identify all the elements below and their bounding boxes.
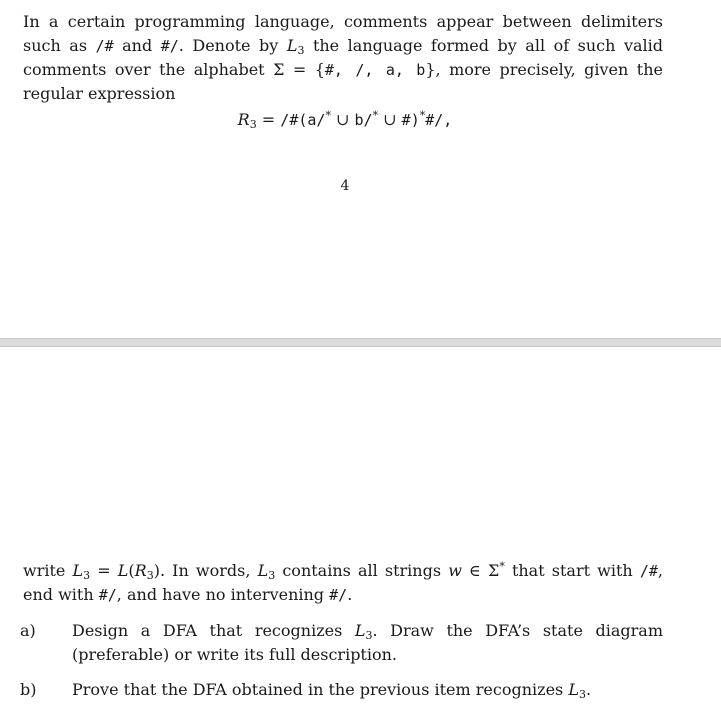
page-number: 4 (340, 178, 350, 194)
language-symbol: L (354, 621, 366, 640)
string-variable: w (448, 561, 462, 580)
list-item (20, 678, 663, 702)
regex-subscript: 3 (146, 569, 154, 582)
delimiter-close: #/ (160, 37, 179, 55)
item-marker: b) (20, 680, 37, 699)
delimiter-open: /# (639, 562, 658, 580)
regex-part: /#(a/ (280, 111, 326, 129)
equals-sign: = (256, 110, 281, 129)
language-symbol: L (286, 36, 298, 55)
regex-part: b/ (354, 111, 373, 129)
kleene-star: * (325, 109, 331, 122)
language-symbol: L (568, 680, 579, 699)
continuation-text: . (347, 585, 353, 604)
language-subscript: 3 (268, 569, 276, 582)
intro-text: = { (284, 60, 325, 79)
language-function: L (117, 561, 129, 580)
regex-symbol: R (134, 561, 147, 580)
regular-expression (0, 108, 690, 132)
continuation-text: = (90, 561, 118, 580)
language-subscript: 3 (365, 629, 373, 642)
page-top (0, 0, 721, 338)
kleene-star: * (499, 560, 505, 573)
kleene-star: * (372, 109, 379, 122)
regex-symbol: R (237, 110, 250, 129)
continuation-text: , and have no intervening (116, 585, 330, 604)
continuation-text: write (23, 561, 73, 580)
alphabet-set: #, /, a, b (324, 61, 426, 79)
item-text: . (585, 680, 592, 699)
item-text: Prove that the DFA obtained in the previous item recognizes (72, 680, 569, 699)
regex-part: #/, (425, 111, 453, 129)
continuation-text: ( (128, 561, 135, 580)
regex-subscript: 3 (249, 118, 257, 131)
language-subscript: 3 (83, 569, 91, 582)
intro-text: and (113, 36, 161, 55)
union-symbol: ∪ (378, 110, 402, 129)
item-marker: a) (20, 621, 36, 640)
delimiter-close: #/ (98, 586, 117, 604)
language-symbol: L (72, 561, 84, 580)
language-subscript: 3 (297, 44, 305, 57)
continuation-text: contains all strings (275, 561, 449, 580)
intro-text: }, more precisely, given the regular expression (23, 60, 663, 103)
intro-text: the language formed by all of such valid comments over the alphabet (23, 36, 663, 79)
language-symbol: L (257, 561, 269, 580)
delimiter-close: #/ (329, 586, 348, 604)
list-item (20, 619, 664, 667)
item-text: Design a DFA that recognizes (72, 621, 355, 640)
intro-text: . Denote by (178, 36, 287, 55)
intro-text: In a certain programming language, comments appear between delimiters such as (23, 12, 663, 55)
continuation-text: , end with (23, 561, 664, 604)
kleene-star: * (419, 109, 426, 122)
union-symbol: ∪ (330, 110, 355, 129)
intro-paragraph (23, 10, 663, 106)
item-text: . Draw the DFA’s state diagram (preferable) or write its full description. (72, 621, 664, 664)
page-separator (0, 338, 721, 347)
page-bottom (0, 347, 721, 705)
alphabet-symbol: Σ (273, 60, 285, 79)
language-subscript: 3 (578, 688, 586, 701)
continuation-paragraph (23, 559, 663, 607)
continuation-text: that start with (504, 561, 640, 580)
continuation-text: ). In words, (153, 561, 258, 580)
regex-part: #) (401, 111, 420, 129)
delimiter-open: /# (95, 37, 114, 55)
continuation-text: ∈ Σ (461, 561, 500, 580)
